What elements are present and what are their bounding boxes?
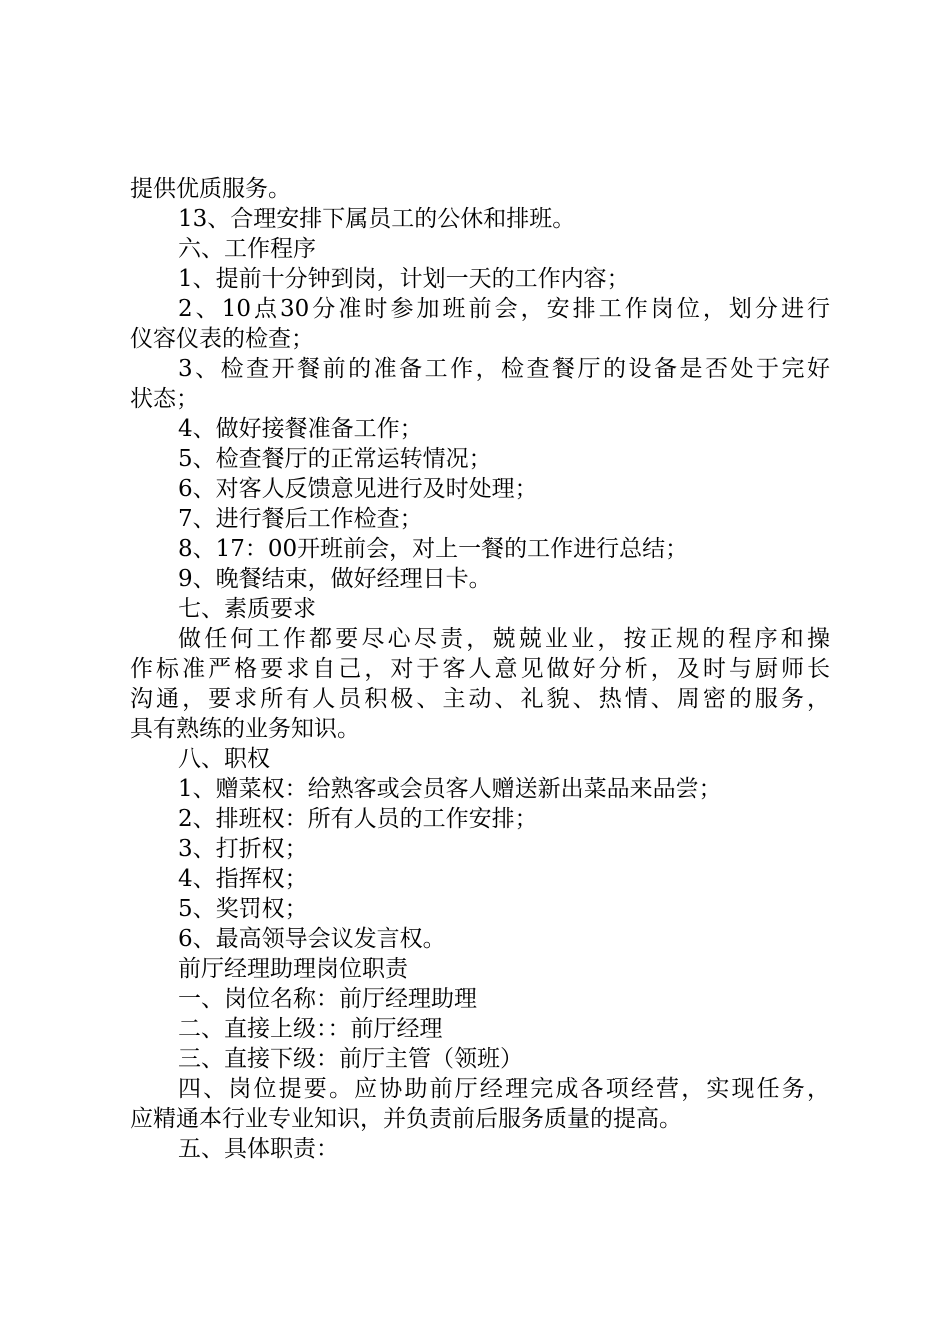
text-line: 三、直接下级：前厅主管（领班） bbox=[178, 1046, 523, 1072]
text-line: 七、素质要求 bbox=[178, 596, 316, 622]
text-line: 3、打折权； bbox=[178, 836, 308, 862]
text-line: 6、最高领导会议发言权。 bbox=[178, 926, 446, 952]
text-line: 2、排班权：所有人员的工作安排； bbox=[178, 806, 538, 832]
text-line: 4、做好接餐准备工作； bbox=[178, 416, 423, 442]
text-line: 二、直接上级：：前厅经理 bbox=[178, 1016, 443, 1042]
text-line: 4、指挥权； bbox=[178, 866, 308, 892]
text-line: 8、17：00开班前会，对上一餐的工作进行总结； bbox=[178, 536, 689, 562]
text-line: 5、奖罚权； bbox=[178, 896, 308, 922]
text-line: 13、合理安排下属员工的公休和排班。 bbox=[178, 206, 576, 232]
text-line: 5、检查餐厅的正常运转情况； bbox=[178, 446, 492, 472]
text-line: 仪容仪表的检查； bbox=[130, 326, 314, 352]
text-line: 前厅经理助理岗位职责 bbox=[178, 956, 408, 982]
text-line: 6、对客人反馈意见进行及时处理； bbox=[178, 476, 538, 502]
text-line: 沟通，要求所有人员积极、主动、礼貌、热情、周密的服务， bbox=[130, 686, 830, 712]
text-line: 五、具体职责： bbox=[178, 1136, 339, 1162]
text-line: 具有熟练的业务知识。 bbox=[130, 716, 360, 742]
text-line: 3、检查开餐前的准备工作，检查餐厅的设备是否处于完好 bbox=[178, 356, 830, 382]
text-line: 1、提前十分钟到岗，计划一天的工作内容； bbox=[178, 266, 630, 292]
text-line: 八、职权 bbox=[178, 746, 270, 772]
text-line: 7、进行餐后工作检查； bbox=[178, 506, 423, 532]
text-line: 1、赠菜权：给熟客或会员客人赠送新出菜品来品尝； bbox=[178, 776, 722, 802]
text-line: 四、岗位提要。应协助前厅经理完成各项经营，实现任务， bbox=[178, 1076, 830, 1102]
text-line: 做任何工作都要尽心尽责，兢兢业业，按正规的程序和操 bbox=[178, 626, 830, 652]
document-body bbox=[130, 174, 830, 1164]
text-line: 状态； bbox=[130, 386, 199, 412]
text-line: 六、工作程序 bbox=[178, 236, 316, 262]
text-line: 2、10点30分准时参加班前会，安排工作岗位，划分进行 bbox=[178, 296, 830, 322]
text-line: 应精通本行业专业知识，并负责前后服务质量的提高。 bbox=[130, 1106, 682, 1132]
text-line: 一、岗位名称：前厅经理助理 bbox=[178, 986, 477, 1012]
text-line: 作标准严格要求自己，对于客人意见做好分析，及时与厨师长 bbox=[130, 656, 830, 682]
text-line: 9、晚餐结束，做好经理日卡。 bbox=[178, 566, 492, 592]
text-line: 提供优质服务。 bbox=[130, 176, 291, 202]
